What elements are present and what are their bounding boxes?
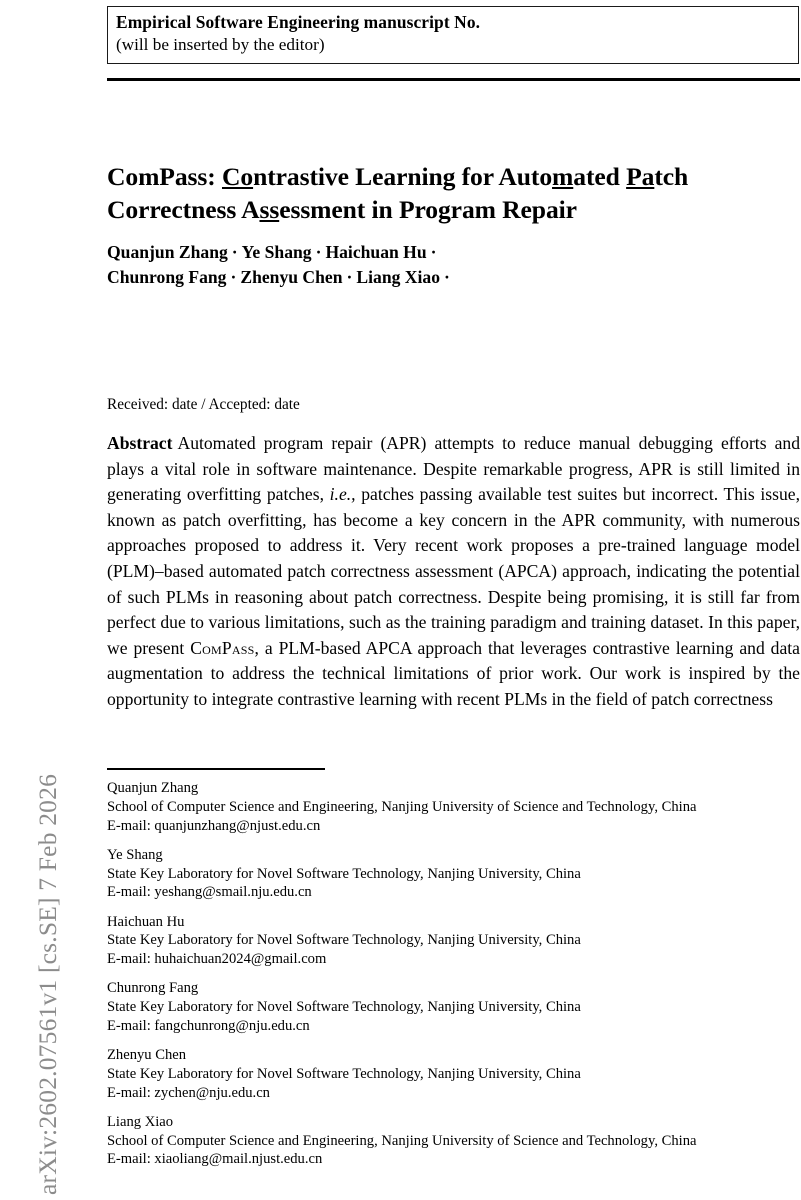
page-content-column	[107, 0, 801, 1200]
affiliation-author-name: Zhenyu Chen	[107, 1047, 187, 1063]
affiliation-block	[107, 779, 800, 835]
affiliation-author-name: Quanjun Zhang	[107, 780, 199, 796]
journal-header-box	[107, 6, 799, 64]
affiliation-block	[107, 979, 800, 1035]
affiliation-organization: School of Computer Science and Engineering, Nanjing University of Science and Technology, China	[107, 1132, 697, 1149]
affiliation-author-name: Ye Shang	[107, 846, 163, 863]
affiliation-block	[107, 1046, 800, 1102]
author-name: Zhenyu Chen	[240, 266, 343, 287]
author-row-2	[107, 265, 767, 290]
abstract-text-part-2: patches passing available test suites but incorrect. This issue, known as patch overfitting, has become a key concern in the APR community, with numerous approaches proposed to address it. Very recent work proposes a pre-trained language model (PLM)–based automated patch correctness assessment (APCA) approach, indicating the potential of such PLMs in reasoning about patch correctness. Despite being promising, it is still far from perfect due to various limitations, such as the training paradigm and training dataset. In this paper, we present	[107, 484, 800, 658]
abstract-text-part-1: Automated program repair (APR) attempts to reduce manual debugging efforts and plays a vital role in software maintenance. Despite remarkable progress, APR is still limited in generating overfitting patches,	[107, 433, 800, 505]
title-underline-co: Co	[221, 162, 254, 192]
affiliation-block	[107, 1113, 800, 1169]
affiliation-organization: State Key Laboratory for Novel Software Technology, Nanjing University, China	[107, 1065, 581, 1082]
affiliation-list	[107, 779, 800, 1180]
affiliation-email: E-mail: huhaichuan2024@gmail.com	[107, 951, 327, 967]
affiliation-organization: State Key Laboratory for Novel Software Technology, Nanjing University, China	[107, 932, 581, 949]
abstract-section	[107, 431, 800, 713]
author-name: Quanjun Zhang	[107, 242, 228, 262]
author-separator: ·	[230, 266, 237, 287]
received-accepted-line: Received: date / Accepted: date	[107, 396, 300, 413]
footnote-separator-rule	[107, 768, 325, 770]
author-separator: ·	[315, 242, 322, 262]
affiliation-organization: State Key Laboratory for Novel Software Technology, Nanjing University, China	[107, 865, 581, 882]
title-line-1: ComPass: Contrastive Learning for Automated Patch	[107, 162, 689, 192]
title-underline-pa: Pa	[626, 162, 655, 192]
author-separator: ·	[231, 242, 238, 262]
affiliation-email: E-mail: fangchunrong@nju.edu.cn	[107, 1017, 310, 1034]
manuscript-number-line: (will be inserted by the editor)	[116, 34, 325, 54]
author-name: Ye Shang	[241, 242, 312, 262]
affiliation-block	[107, 913, 800, 969]
author-row-1	[107, 240, 767, 265]
arxiv-stamp	[0, 0, 100, 1200]
affiliation-author-name: Chunrong Fang	[107, 980, 199, 997]
affiliation-author-name: Liang Xiao	[107, 1113, 174, 1130]
affiliation-author-name: Haichuan Hu	[107, 913, 185, 930]
author-list	[107, 240, 767, 290]
author-name: Haichuan Hu	[325, 242, 427, 262]
abstract-text-part-3: , a PLM-based APCA approach that leverages contrastive learning and data augmentation to address the technical limitations of prior work. Our work is inspired by the opportunity to integrate contrastive learning with recent PLMs in the field of patch correctness	[107, 637, 800, 709]
journal-name-line: Empirical Software Engineering manuscript No.	[116, 12, 481, 32]
affiliation-block	[107, 846, 800, 902]
title-underline-ss: ss	[259, 195, 280, 225]
author-separator: ·	[430, 242, 437, 262]
affiliation-organization: School of Computer Science and Engineering, Nanjing University of Science and Technology, China	[107, 798, 697, 815]
author-separator: ·	[444, 266, 450, 287]
page-title	[107, 160, 767, 227]
title-underline-m: m	[552, 162, 574, 192]
header-horizontal-rule	[107, 78, 800, 81]
affiliation-email: E-mail: quanjunzhang@njust.edu.cn	[107, 817, 321, 834]
arxiv-identifier-text: arXiv:2602.07561v1 [cs.SE] 7 Feb 2026	[33, 773, 62, 1195]
affiliation-email: E-mail: xiaoliang@mail.njust.edu.cn	[107, 1151, 323, 1168]
abstract-label: Abstract	[107, 433, 173, 453]
affiliation-email: E-mail: yeshang@smail.nju.edu.cn	[107, 884, 312, 901]
affiliation-organization: State Key Laboratory for Novel Software Technology, Nanjing University, China	[107, 999, 581, 1015]
affiliation-email: E-mail: zychen@nju.edu.cn	[107, 1084, 270, 1101]
author-name: Liang Xiao	[356, 266, 440, 287]
author-separator: ·	[346, 266, 353, 287]
abstract-italic-ie: i.e.,	[329, 484, 356, 505]
abstract-smallcaps-compass: ComPass	[190, 637, 255, 658]
author-name: Chunrong Fang	[107, 266, 227, 287]
title-line-2: Correctness Assessment in Program Repair	[107, 195, 577, 225]
